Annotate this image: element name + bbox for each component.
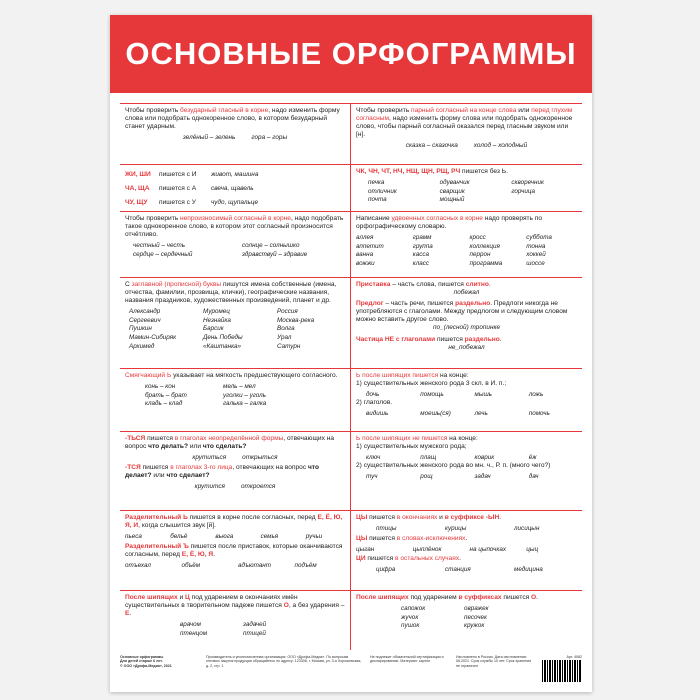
example: Сергеевич <box>129 316 161 324</box>
rule-highlight: безударный гласный в корне <box>180 107 269 114</box>
example: медицина <box>514 566 543 574</box>
rules-grid <box>120 103 582 650</box>
example: свеча, щавель <box>211 185 254 193</box>
example: группа <box>412 242 433 250</box>
rule-highlight: непроизносимый согласный в корне <box>180 215 291 222</box>
example: живот, машина <box>211 171 259 178</box>
imprint-certification: Не подлежит обязательной сертификации и декларированию. Материал: картон <box>370 655 444 664</box>
example: горчица <box>511 187 536 195</box>
example: перрон <box>469 251 491 259</box>
example: класс <box>412 259 430 267</box>
rule-text: , когда слышится звук [й]. <box>138 522 216 530</box>
example: ёж <box>528 454 537 462</box>
rule-text: пишется <box>367 514 397 521</box>
example: отличник <box>368 187 397 195</box>
example: суббота <box>526 234 552 242</box>
rule-highlight: Предлог <box>356 300 384 308</box>
row-8 <box>120 591 582 651</box>
example: конь – кон <box>145 383 176 391</box>
rule-text: указывает на мягкость предшествующего согласного. <box>171 372 338 379</box>
rule-text: пишется с И <box>159 171 197 178</box>
example: по_(лесной) тропинке <box>432 324 501 332</box>
example: дочь <box>366 391 380 399</box>
example: объём <box>181 561 201 569</box>
row-4 <box>120 278 582 369</box>
rule-text: 1) существительных женского рода 3 скл. в И. п.; <box>356 380 507 388</box>
rule-highlight: ЧК, ЧН, ЧТ, НЧ, НЩ, ЩН, РЩ, РЧ <box>356 168 461 175</box>
rule-text: и <box>437 514 445 521</box>
example: уголки – уголь <box>223 391 266 399</box>
example: дач <box>528 472 539 480</box>
example: Москва-река <box>277 316 315 324</box>
rule-chk-chn <box>351 165 582 211</box>
rule-highlight: -ТЬСЯ <box>125 435 146 442</box>
example: кросс <box>469 234 486 242</box>
example: ручьи <box>305 533 323 541</box>
example: честный – честь <box>133 242 186 250</box>
example: Архимед <box>129 342 155 350</box>
row-2 <box>120 165 582 212</box>
rule-text: на конце: <box>447 435 478 442</box>
rule-double-consonant <box>351 212 582 277</box>
barcode <box>542 660 582 682</box>
question: что делать? <box>148 443 188 451</box>
rule-text: пишется <box>145 435 175 442</box>
page-title: ОСНОВНЫЕ ОРФОГРАММЫ <box>125 36 577 71</box>
rule-capital-letter <box>120 278 350 368</box>
rule-highlight: в остальных случаях <box>395 555 460 563</box>
example: Урал <box>277 334 292 342</box>
example: Муромец <box>203 308 230 316</box>
example: моешь(ся) <box>420 409 451 417</box>
imprint-publisher: Производитель и уполномоченная организация: ООО «Дрофа-Медиа». По вопросам оптовых закупок продукции обращайтесь по адресу: 123308, г. Москва, ул. 3-я Хорошевская, д. 2, стр. 1 <box>206 655 362 668</box>
example: вожжи <box>356 259 375 267</box>
example: «Каштанка» <box>203 342 242 350</box>
example: шоссе <box>526 259 545 267</box>
rule-text: , надо подобрать такое однокоренное слово, в котором этот согласный произносится отчётливо. <box>125 215 344 239</box>
imprint-manufacture: Изготовлено в России. Дата изготовления: 06.2021. Срок службы 10 лет. Срок хранения не ограничен <box>456 655 532 668</box>
rule-highlight: -ТСЯ <box>125 464 141 472</box>
example: цыган <box>356 545 375 553</box>
rule-text: Чтобы проверить <box>356 107 411 114</box>
example: солнце – солнышко <box>242 242 300 250</box>
rule-highlight: парный согласный на конце слова <box>411 107 517 114</box>
example: кладь – клад <box>145 400 183 408</box>
rule-text: пишется <box>367 534 397 542</box>
example: крутится <box>194 483 225 491</box>
rule-highlight: Ц <box>184 594 190 601</box>
title-bar <box>110 15 592 93</box>
rule-text: или <box>188 443 203 451</box>
example: День Победы <box>203 334 243 342</box>
rule-highlight: Ь после шипящих не пишется <box>356 435 448 442</box>
example: коврик <box>474 454 495 462</box>
example: кружок <box>464 622 485 630</box>
example: хоккей <box>526 251 546 259</box>
example: жучок <box>401 613 419 621</box>
example: помочь <box>528 409 550 417</box>
example: аллея <box>356 234 374 242</box>
rule-highlight: Е, Ё, Ю, Я, И <box>125 514 343 530</box>
rule-highlight: в суффиксах <box>458 594 502 601</box>
rule-highlight: в глаголах неопределённой формы <box>174 435 284 442</box>
rule-text: пишется <box>140 464 171 472</box>
example: Россия <box>277 308 298 316</box>
example: птицей <box>243 629 266 637</box>
example: Мамин-Сибиряк <box>129 334 177 342</box>
rule-text: , отвечающих на вопрос <box>125 435 335 451</box>
example: туч <box>366 472 378 480</box>
rule-highlight: в словах-исключениях <box>396 534 466 542</box>
example: песочек <box>464 613 487 621</box>
rule-unstressed-vowel <box>120 104 350 164</box>
example: мощный <box>439 196 465 204</box>
example: рощ <box>420 472 433 480</box>
rule-o-e-after-sibilants-suffixes: После шипящих под ударением в суффиксах пишется О. сапожок овражек жучок песочек пушок кружок <box>356 594 538 630</box>
example: сварщик <box>439 187 465 195</box>
example: плащ <box>420 454 437 462</box>
example: пьеса <box>125 533 142 541</box>
rule-text: , отвечающих на вопрос <box>232 464 308 472</box>
example: Незнайка <box>203 316 231 324</box>
rule-highlight: Частица НЕ с глаголами <box>356 335 436 343</box>
rule-highlight: Разделительный Ь <box>125 514 188 521</box>
example: ванна <box>356 251 374 259</box>
rule-highlight: заглавной (прописной) буквы <box>131 281 222 288</box>
example: коллекция <box>469 242 500 250</box>
question: что сделает? <box>166 472 210 480</box>
rule-text: Чтобы проверить <box>125 215 180 222</box>
example: бельё <box>170 533 188 541</box>
example: семья <box>260 533 279 541</box>
example: врачом <box>180 621 201 629</box>
row-6 <box>120 432 582 511</box>
poster <box>110 15 592 692</box>
example: Пушкин <box>129 325 152 333</box>
example: касса <box>412 251 430 259</box>
example: станция <box>445 566 471 574</box>
rule-text: 2) существительных женского рода во мн. ч., Р. п. (много чего?) <box>356 461 551 469</box>
rule-highlight: перед глухим согласным <box>356 107 573 123</box>
rule-text: пишется <box>501 594 532 601</box>
example: мышь <box>474 391 492 399</box>
example: курицы <box>445 525 467 533</box>
rule-text: . Предлоги никогда не употребляются с глаголами. Между предлогом и следующим словом можно вставить другое слово. <box>356 300 568 324</box>
example: тонна <box>526 242 546 250</box>
example: помощь <box>420 391 444 399</box>
rule-text: Чтобы проверить <box>125 107 180 114</box>
example: программа <box>469 259 503 267</box>
example: задачей <box>243 621 267 629</box>
letter-combo: ЧА, ЩА <box>125 185 150 193</box>
example: лечь <box>474 409 488 417</box>
example: адъютант <box>238 561 272 569</box>
rule-highlight: Е, Ё, Ю, Я <box>181 550 214 558</box>
rule-o-e-after-sibilants-endings: После шипящих и Ц под ударением в окончаниях имён существительных в творительном падеже пишется О, а без ударения – Е. врачом задачей птенцом птицей <box>125 594 345 637</box>
rule-text: под ударением в окончаниях имён существительных в творительном падеже пишется <box>125 594 298 610</box>
rule-soft-sign-after-sibilants <box>351 369 582 431</box>
rule-highlight: слитно <box>465 281 489 288</box>
rule-text: и <box>177 594 185 601</box>
example: отъехал <box>125 561 151 569</box>
rule-highlight: Е <box>125 610 130 618</box>
rule-text: пишется без Ь. <box>460 168 508 175</box>
rule-highlight: После шипящих <box>356 594 409 601</box>
rule-text: , а без ударения – <box>288 602 345 610</box>
example: сказка – сказочка <box>405 142 458 150</box>
example: здравствуй – здравие <box>242 250 308 258</box>
rule-text: 1) существительных мужского рода; <box>356 443 467 451</box>
rule-text: или <box>516 107 532 114</box>
rule-highlight: ЦИ <box>356 555 366 563</box>
article-number: Арт. 4082 <box>566 655 582 659</box>
rule-text: – часть слова, пишется <box>390 281 466 288</box>
example: грамм <box>412 234 432 242</box>
rule-highlight: ЦЫ <box>356 514 368 521</box>
example: Барсик <box>203 325 224 333</box>
rule-text: пишется после приставок, которые оканчиваются согласным, перед <box>125 542 343 558</box>
imprint-footer <box>120 655 582 687</box>
rule-text: на конце: <box>438 372 469 379</box>
example: сердце – сердечный <box>133 250 193 258</box>
example: холод – холодный <box>473 142 528 150</box>
rule-highlight: После шипящих <box>125 594 178 601</box>
example: Волга <box>277 325 295 333</box>
rule-zhi-shi <box>120 165 350 211</box>
rule-text: – часть речи, пишется <box>383 300 456 308</box>
rule-highlight: раздельно <box>464 335 500 343</box>
row-3 <box>120 212 582 278</box>
rule-paired-consonant <box>351 104 582 164</box>
rule-no-soft-sign-after-sibilants <box>351 432 582 510</box>
example: печка <box>368 179 385 187</box>
letter-combo: ЧУ, ЩУ <box>125 199 148 207</box>
rule-prefix-preposition: Приставка – часть слова, пишется слитно. побежал Предлог – часть речи, пишется раздельно. Предлоги никогда не употребляются с глаголами. Между предлогом и следующим словом можно вставить другое слово. по_(лесной) тропинке Частица НЕ с глаголами пишется раздельно. не_побежал <box>351 278 582 368</box>
example: Сатурн <box>277 342 301 350</box>
rule-text: С <box>125 281 132 288</box>
rule-text: , надо изменить форму слова или подобрать однокоренное слово, чтобы парный согласный оказался перед гласным звуком или [н]. <box>356 115 573 139</box>
rule-text: или <box>151 472 167 480</box>
rule-highlight: Смягчающий Ь <box>125 372 172 379</box>
example: ложь <box>528 391 544 399</box>
example: цыплёнок <box>412 545 442 553</box>
rule-highlight: Ь после шипящих пишется <box>356 372 439 379</box>
rule-text: Написание <box>356 215 392 222</box>
example: гора – горы <box>251 134 288 142</box>
example: чудо, щупальце <box>211 199 259 207</box>
example: Александр <box>129 308 161 316</box>
imprint-title: Основные орфограммы Для детей старше 6 лет. © ООО «Дрофа-Медиа», 2021 <box>120 655 172 668</box>
rule-text: пишется в корне после согласных, перед <box>187 514 318 521</box>
example: побежал <box>453 289 480 297</box>
letter-combo: ЖИ, ШИ <box>125 171 151 178</box>
example: видишь <box>366 409 389 417</box>
example: ключ <box>366 454 381 462</box>
example: крутиться <box>192 454 227 462</box>
rule-text: пишется с У <box>159 199 196 207</box>
rule-text: , надо изменить форму слова или подобрать однокоренное слово, в котором безударный станет ударным. <box>125 107 340 131</box>
example: брать – брат <box>145 391 187 399</box>
example: цифра <box>376 566 396 574</box>
example: скворечник <box>511 179 544 187</box>
rule-text: 2) глаголов. <box>356 398 393 406</box>
rule-text: пишется <box>435 335 465 343</box>
example: мель – мел <box>223 383 256 391</box>
rule-silent-consonant <box>120 212 350 277</box>
rule-highlight: О <box>283 602 289 610</box>
example: птенцом <box>180 629 208 637</box>
example: открыться <box>242 454 278 462</box>
rule-text: под ударением <box>408 594 459 601</box>
rule-text: пишется <box>365 555 396 563</box>
rule-soft-sign <box>120 369 350 431</box>
example: зелёный – зелень <box>182 134 236 142</box>
example: задач <box>474 472 491 480</box>
rule-tsya-tsya <box>120 432 350 510</box>
row-5 <box>120 369 582 432</box>
example: овражек <box>464 605 489 613</box>
rule-highlight: раздельно <box>455 300 491 308</box>
example: галька – галка <box>223 400 267 408</box>
rule-text: надо проверять по орфографическому словарю. <box>356 215 543 231</box>
example: не_побежал <box>448 343 485 351</box>
rule-separating-signs: Разделительный Ь пишется в корне после согласных, перед Е, Ё, Ю, Я, И, когда слышится звук [й]. пьеса бельё вьюга семья ручьи Разделительный Ъ пишется после приставок, которые оканчиваются согласным, перед Е, Ё, Ю, Я. отъехал объём адъютант подъём <box>120 511 350 590</box>
rule-highlight: удвоенных согласных в корне <box>391 215 483 222</box>
rule-text: пишется с А <box>159 185 197 193</box>
example: вьюга <box>215 533 234 541</box>
rule-highlight: в окончаниях <box>396 514 438 521</box>
example: подъём <box>294 561 317 569</box>
example: на цыпочках <box>469 545 507 553</box>
rule-highlight: в глаголах 3-го лица <box>170 464 233 472</box>
rule-highlight: Разделительный Ъ <box>125 542 189 550</box>
rule-highlight: ЦЫ <box>356 534 368 542</box>
example: откроется <box>240 483 276 491</box>
rule-tsy-tsi: ЦЫ пишется в окончаниях и в суффиксе -ЫН. птицы курицы лисицын ЦЫ пишется в словах-исключениях. цыган цыплёнок на цыпочках цыц ЦИ пишется в остальных случаях. цифра станция медицина <box>351 511 582 590</box>
example: сапожок <box>401 605 426 613</box>
rule-highlight: в суффиксе -ЫН <box>444 514 500 521</box>
example: одуванчик <box>439 179 470 187</box>
example: пушок <box>401 622 420 630</box>
rule-highlight: Приставка <box>356 281 391 288</box>
question: что делает? <box>125 464 319 480</box>
question: что сделать? <box>202 443 247 451</box>
example: цыц <box>526 545 539 553</box>
example: лисицын <box>514 525 540 533</box>
example: птицы <box>376 525 397 533</box>
rule-text: пишутся имена собственные (имена, отчества, фамилии, прозвища, клички), географические названия, названия праздников, художественных произведений, планет и др. <box>125 281 337 305</box>
row-7 <box>120 511 582 591</box>
rule-highlight: О <box>531 594 537 601</box>
example: почта <box>368 196 387 204</box>
row-1 <box>120 104 582 165</box>
example: аппетит <box>356 242 384 250</box>
